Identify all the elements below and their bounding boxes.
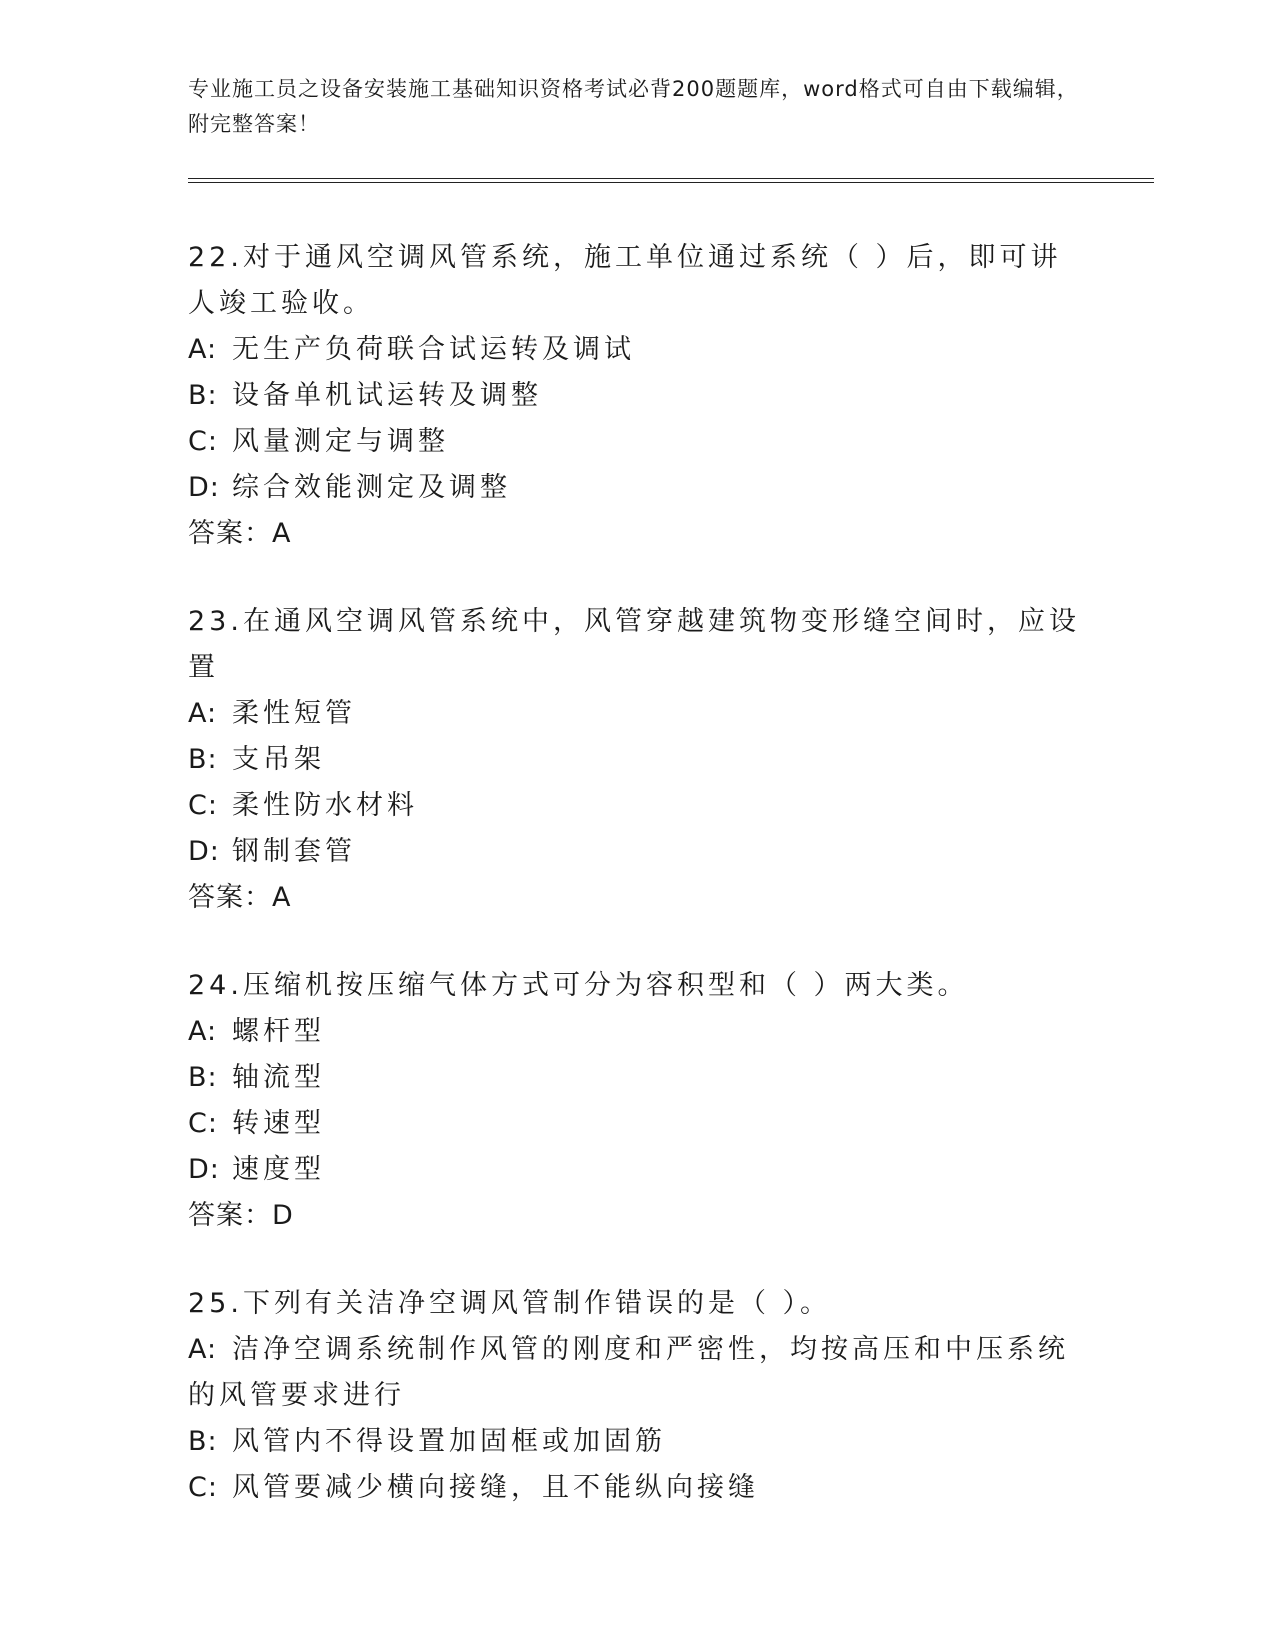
question-number: 25. [188, 1288, 243, 1319]
option-a [188, 691, 1088, 737]
question-22 [188, 235, 1088, 557]
option-d [188, 1147, 1088, 1193]
option-letter: C: [188, 1108, 218, 1139]
header-divider-top [188, 178, 1154, 179]
option-letter: C: [188, 1472, 218, 1503]
option-text: 风管要减少横向接缝，且不能纵向接缝 [232, 1472, 759, 1503]
answer-value: A [272, 882, 292, 913]
option-letter: A: [188, 1016, 218, 1047]
option-a [188, 1327, 1088, 1419]
option-text: 综合效能测定及调整 [232, 472, 511, 503]
question-stem [188, 1281, 1088, 1327]
question-text: 在通风空调风管系统中，风管穿越建筑物变形缝空间时，应设置 [188, 606, 1080, 683]
option-text: 风管内不得设置加固框或加固筋 [232, 1426, 666, 1457]
answer-label: 答案： [188, 1200, 272, 1231]
question-number: 23. [188, 606, 243, 637]
option-c [188, 419, 1088, 465]
option-text: 钢制套管 [232, 836, 356, 867]
option-letter: C: [188, 790, 218, 821]
option-letter: D: [188, 1154, 220, 1185]
option-b [188, 1055, 1088, 1101]
option-text: 柔性短管 [232, 698, 356, 729]
option-text: 支吊架 [232, 744, 325, 775]
option-letter: D: [188, 836, 220, 867]
question-stem [188, 235, 1088, 327]
question-list [188, 235, 1088, 1553]
option-b [188, 373, 1088, 419]
header-divider-bottom [188, 182, 1154, 183]
option-letter: A: [188, 698, 218, 729]
option-c [188, 1101, 1088, 1147]
option-letter: C: [188, 426, 218, 457]
option-c [188, 1465, 1088, 1511]
question-stem [188, 599, 1088, 691]
option-a [188, 327, 1088, 373]
option-text: 速度型 [232, 1154, 325, 1185]
answer-value: A [272, 518, 292, 549]
question-number: 24. [188, 970, 243, 1001]
question-23 [188, 599, 1088, 921]
option-c [188, 783, 1088, 829]
option-text: 柔性防水材料 [232, 790, 418, 821]
option-text: 轴流型 [232, 1062, 325, 1093]
option-letter: B: [188, 744, 218, 775]
option-text: 风量测定与调整 [232, 426, 449, 457]
option-letter: A: [188, 334, 218, 365]
option-a [188, 1009, 1088, 1055]
question-25 [188, 1281, 1088, 1511]
option-b [188, 737, 1088, 783]
question-24 [188, 963, 1088, 1239]
question-text: 下列有关洁净空调风管制作错误的是（ ）。 [242, 1288, 832, 1319]
option-d [188, 465, 1088, 511]
document-header: 专业施工员之设备安装施工基础知识资格考试必背200题题库，word格式可自由下载编辑，附完整答案！ [188, 77, 1079, 136]
option-letter: B: [188, 1426, 218, 1457]
option-letter: B: [188, 380, 218, 411]
option-text: 洁净空调系统制作风管的刚度和严密性，均按高压和中压系统的风管要求进行 [188, 1334, 1069, 1411]
option-b [188, 1419, 1088, 1465]
answer-line [188, 875, 1088, 921]
option-text: 无生产负荷联合试运转及调试 [232, 334, 635, 365]
option-text: 转速型 [232, 1108, 325, 1139]
option-d [188, 829, 1088, 875]
question-number: 22. [188, 242, 243, 273]
option-letter: A: [188, 1334, 218, 1365]
question-text: 压缩机按压缩气体方式可分为容积型和（ ）两大类。 [242, 970, 969, 1001]
answer-line [188, 1193, 1088, 1239]
option-text: 设备单机试运转及调整 [232, 380, 542, 411]
option-letter: D: [188, 472, 220, 503]
answer-value: D [272, 1200, 294, 1231]
answer-label: 答案： [188, 882, 272, 913]
option-text: 螺杆型 [232, 1016, 325, 1047]
question-stem [188, 963, 1088, 1009]
answer-line [188, 511, 1088, 557]
answer-label: 答案： [188, 518, 272, 549]
question-text: 对于通风空调风管系统，施工单位通过系统（ ）后，即可讲人竣工验收。 [188, 242, 1062, 319]
option-letter: B: [188, 1062, 218, 1093]
